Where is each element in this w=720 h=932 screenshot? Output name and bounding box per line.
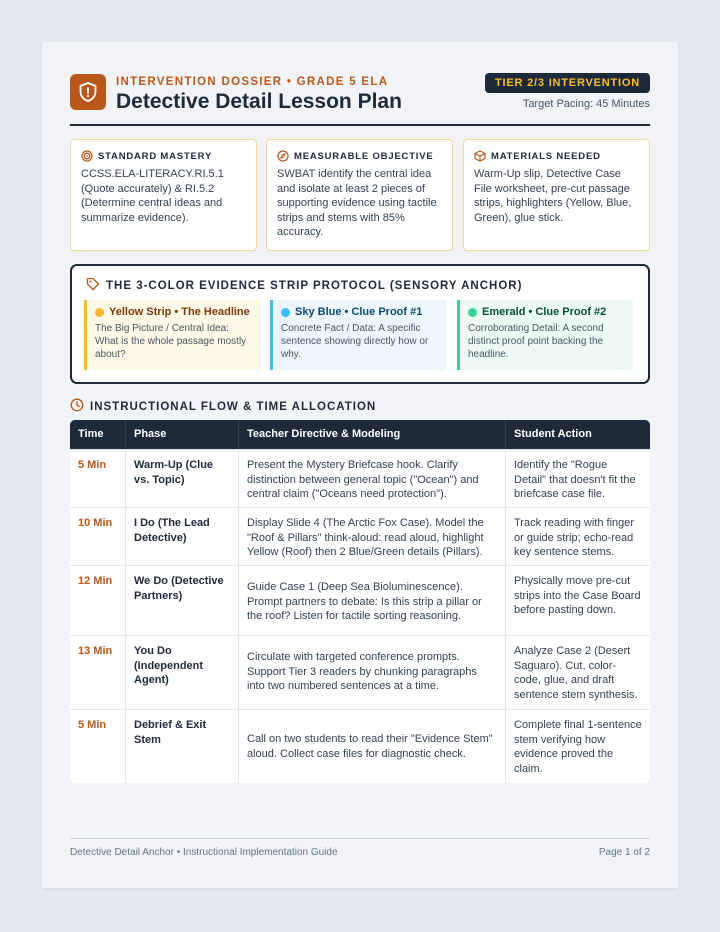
time-cell: 5 Min xyxy=(70,450,126,507)
phase-cell: Debrief & Exit Stem xyxy=(126,710,239,783)
package-icon xyxy=(474,150,486,162)
table-row xyxy=(70,565,650,635)
page-number: Page 1 of 2 xyxy=(598,847,650,858)
strip-body: Corroborating Detail: A second distinct proof point backing the headline. xyxy=(468,323,604,360)
strip-title: Yellow Strip • The Headline xyxy=(109,306,250,318)
strip-dot xyxy=(468,308,477,317)
card-title: STANDARD MASTERY xyxy=(98,150,213,162)
student-action-cell: Identify the "Rogue Detail" that doesn't fit the briefcase case file. xyxy=(514,459,636,500)
page-footer xyxy=(70,838,650,858)
student-action-cell: Physically move pre-cut strips into the Case Board before pasting down. xyxy=(514,575,641,616)
card-standard-mastery xyxy=(70,139,257,251)
strip-title: Sky Blue • Clue Proof #1 xyxy=(295,306,423,318)
target-pacing: Target Pacing: 45 Minutes xyxy=(522,98,650,110)
phase-cell: Warm-Up (Clue vs. Topic) xyxy=(126,450,239,507)
teacher-directive-cell: Circulate with targeted conference prompts. Support Tier 3 readers by chunking paragraphs into two numbered sentences at a time. xyxy=(239,636,506,709)
card-body: Warm-Up slip, Detective Case File worksheet, pre-cut passage strips, highlighters (Yellow, Blue, Green), glue stick. xyxy=(474,168,632,224)
card-body: SWBAT identify the central idea and isolate at least 2 pieces of supporting evidence using tactile strips and stems with 85% accuracy. xyxy=(277,168,437,238)
strip-dot xyxy=(95,308,104,317)
phase-cell: We Do (Detective Partners) xyxy=(126,566,239,635)
flow-title: INSTRUCTIONAL FLOW & TIME ALLOCATION xyxy=(90,400,377,413)
column-header: Student Action xyxy=(514,428,592,440)
strip-emerald xyxy=(457,300,633,370)
card-title: MATERIALS NEEDED xyxy=(491,150,601,162)
card-materials-needed xyxy=(463,139,650,251)
strip-title: Emerald • Clue Proof #2 xyxy=(482,306,607,318)
page-content xyxy=(70,72,650,775)
compass-icon xyxy=(277,150,289,162)
table-header xyxy=(70,420,650,449)
summary-cards xyxy=(70,139,650,251)
teacher-directive-cell: Call on two students to read their "Evidence Stem" aloud. Collect case files for diagnostic check. xyxy=(239,710,506,783)
teacher-directive-cell: Present the Mystery Briefcase hook. Clarify distinction between general topic ("Ocean") and central claim ("Oceans need protection"). xyxy=(239,450,506,507)
time-cell: 13 Min xyxy=(70,636,126,709)
strip-body: Concrete Fact / Data: A specific sentence showing directly how or why. xyxy=(281,323,429,360)
strip-yellow xyxy=(84,300,260,370)
strip-sky-blue xyxy=(270,300,446,370)
time-cell: 12 Min xyxy=(70,566,126,635)
card-title: MEASURABLE OBJECTIVE xyxy=(294,150,434,162)
student-action-cell: Complete final 1-sentence stem verifying how evidence proved the claim. xyxy=(514,719,642,775)
phase-cell: You Do (Independent Agent) xyxy=(126,636,239,709)
page-title: Detective Detail Lesson Plan xyxy=(116,90,402,113)
phase-cell: I Do (The Lead Detective) xyxy=(126,508,239,565)
shield-alert-icon xyxy=(70,74,106,110)
target-icon xyxy=(81,150,93,162)
flow-heading xyxy=(70,398,376,415)
time-cell: 5 Min xyxy=(70,710,126,783)
table-row xyxy=(70,507,650,565)
column-header: Phase xyxy=(126,420,239,449)
tag-icon xyxy=(86,277,100,294)
instructional-flow-table xyxy=(70,420,650,783)
footer-guide-title: Detective Detail Anchor • Instructional Implementation Guide xyxy=(70,847,338,858)
table-row xyxy=(70,709,650,783)
page xyxy=(42,42,678,888)
strip-body: The Big Picture / Central Idea: What is the whole passage mostly about? xyxy=(95,323,247,360)
card-body: CCSS.ELA-LITERACY.RI.5.1 (Quote accurately) & RI.5.2 (Determine central ideas and summarize evidence). xyxy=(81,168,224,224)
student-action-cell: Analyze Case 2 (Desert Saguaro). Cut, color-code, glue, and draft sentence stem synthesis. xyxy=(514,645,638,701)
table-row xyxy=(70,635,650,709)
strip-dot xyxy=(281,308,290,317)
column-header: Teacher Directive & Modeling xyxy=(239,420,506,449)
clock-icon xyxy=(70,398,84,415)
header xyxy=(70,72,650,126)
protocol-title: THE 3-COLOR EVIDENCE STRIP PROTOCOL (SENSORY ANCHOR) xyxy=(106,279,523,292)
student-action-cell: Track reading with finger or guide strip; echo-read key sentence stems. xyxy=(514,517,635,558)
table-row xyxy=(70,449,650,507)
time-cell: 10 Min xyxy=(70,508,126,565)
card-measurable-objective xyxy=(266,139,453,251)
teacher-directive-cell: Guide Case 1 (Deep Sea Bioluminescence). Prompt partners to debate: Is this strip a pillar or the roof? Listen for tactile sorting reasoning. xyxy=(239,566,506,635)
evidence-strip-protocol xyxy=(70,264,650,384)
teacher-directive-cell: Display Slide 4 (The Arctic Fox Case). Model the "Roof & Pillars" think-aloud: read aloud, highlight Yellow (Roof) then 2 Blue/Green details (Pillars). xyxy=(239,508,506,565)
column-header: Time xyxy=(70,420,126,449)
header-kicker: INTERVENTION DOSSIER • GRADE 5 ELA xyxy=(116,76,389,88)
tier-badge: TIER 2/3 INTERVENTION xyxy=(485,73,650,93)
